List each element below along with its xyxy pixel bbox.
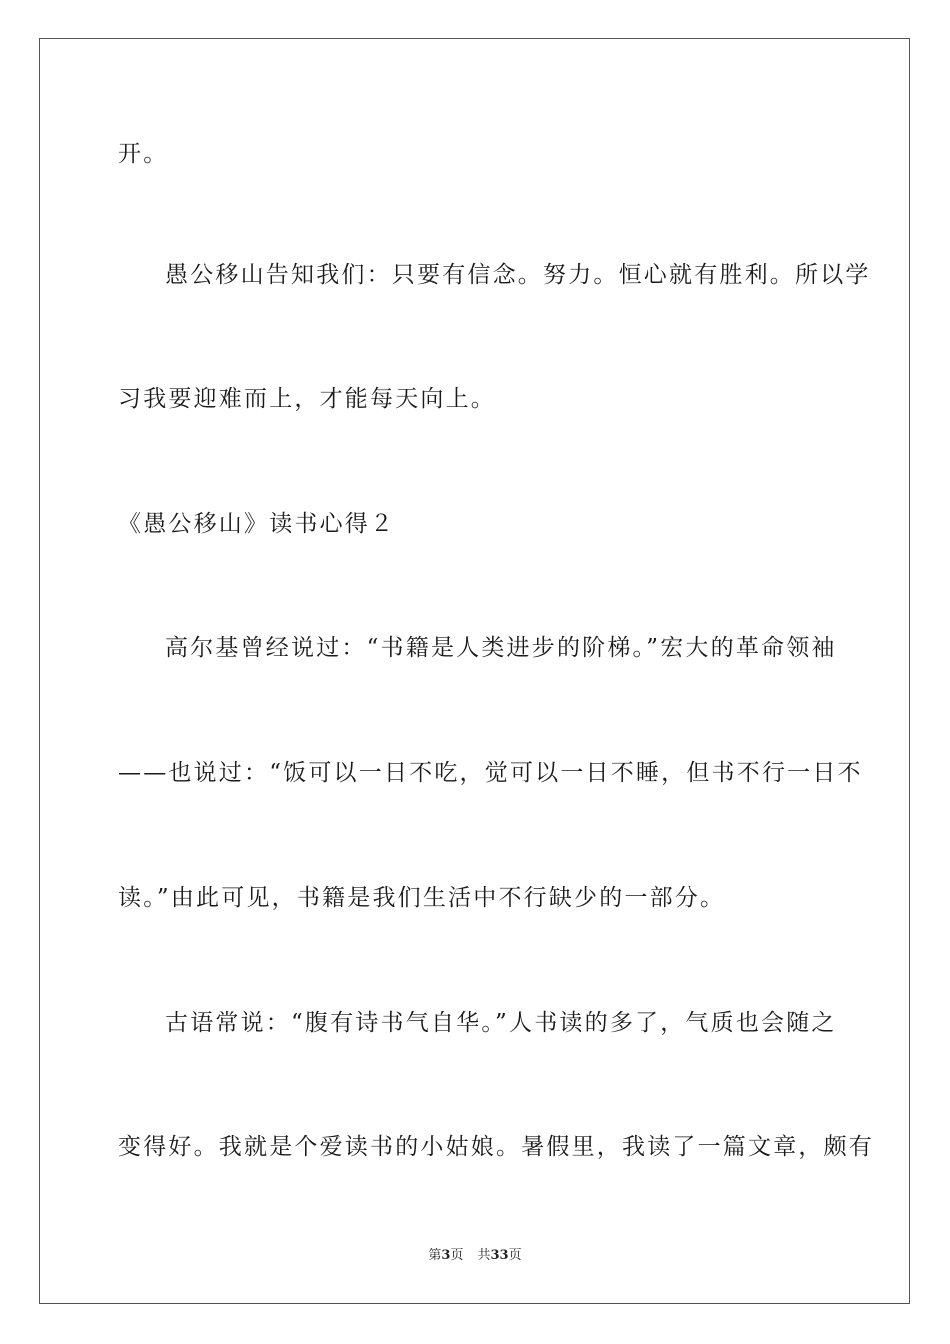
text-line: 变得好。我就是个爱读书的小姑娘。暑假里，我读了一篇文章，颇有	[118, 1134, 874, 1160]
page-border	[39, 38, 910, 1304]
page-prefix: 第	[428, 1248, 442, 1263]
text-line: 开。	[118, 141, 169, 167]
page-number: 3	[441, 1248, 451, 1263]
paragraph-first-line: 古语常说：“腹有诗书气自华。”人书读的多了，气质也会随之	[165, 1010, 837, 1036]
page-suffix: 页	[450, 1248, 464, 1263]
section-heading: 《愚公移山》读书心得２	[118, 511, 396, 537]
page-footer	[0, 1247, 950, 1265]
paragraph-first-line: 高尔基曾经说过：“书籍是人类进步的阶梯。”宏大的革命领袖	[165, 635, 837, 661]
text-line: 习我要迎难而上，才能每天向上。	[118, 386, 496, 412]
paragraph-first-line: 愚公移山告知我们：只要有信念。努力。恒心就有胜利。所以学	[165, 262, 871, 288]
total-suffix: 页	[508, 1248, 522, 1263]
text-line: ——也说过：“饭可以一日不吃，觉可以一日不睡，但书不行一日不	[118, 760, 863, 786]
total-pages: 33	[490, 1248, 509, 1263]
total-prefix: 共	[477, 1248, 491, 1263]
text-line: 读。”由此可见，书籍是我们生活中不行缺少的一部分。	[118, 885, 726, 911]
